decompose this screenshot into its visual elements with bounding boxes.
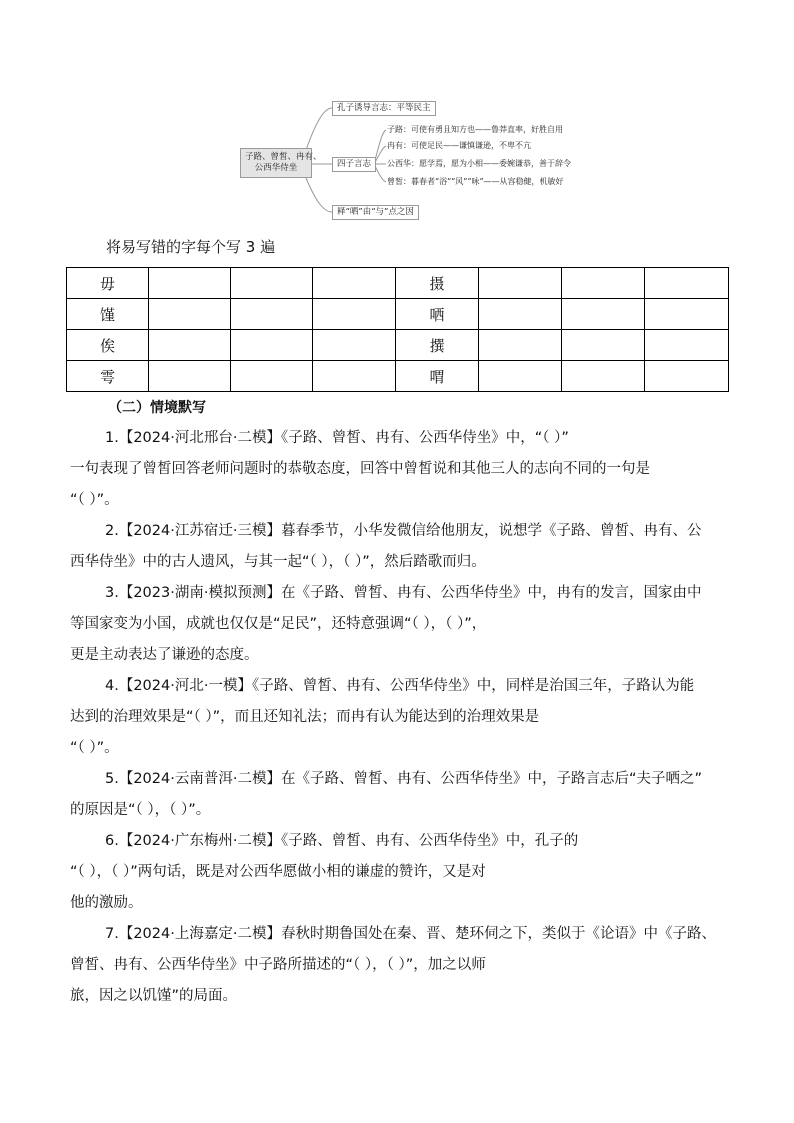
mind-map-top-branch: 孔子诱导言志：平等民主 [332, 101, 436, 116]
practice-cell[interactable] [479, 330, 562, 361]
practice-cell[interactable] [313, 361, 396, 392]
mind-map-sub-item: 曾皙：暮春者“浴”“风”“咏”——从容稳健，机敏好 [387, 177, 564, 186]
practice-cell[interactable] [149, 299, 231, 330]
mind-map-mid-branch: 四子言志 [332, 157, 376, 172]
practice-cell[interactable] [562, 330, 645, 361]
practice-cell[interactable] [313, 330, 396, 361]
question-4 [70, 671, 730, 764]
character-cell: 喟 [396, 361, 479, 392]
practice-cell[interactable] [231, 299, 313, 330]
question-line: 6.【2024·广东梅州·二模】《子路、曾皙、冉有、公西华侍坐》中，孔子的 [105, 833, 579, 849]
character-cell: 哂 [396, 299, 479, 330]
question-line: 他的激励。 [70, 895, 143, 911]
table-row [67, 268, 729, 299]
character-practice-table [66, 267, 729, 392]
practice-cell[interactable] [645, 330, 729, 361]
mind-map-root [240, 148, 322, 178]
practice-cell[interactable] [479, 268, 562, 299]
question-line: 旅，因之以饥馑”的局面。 [70, 988, 238, 1004]
character-cell: 摄 [396, 268, 479, 299]
character-cell: 撰 [396, 330, 479, 361]
practice-cell[interactable] [231, 330, 313, 361]
practice-cell[interactable] [562, 268, 645, 299]
practice-cell[interactable] [231, 361, 313, 392]
question-line: “（ ）”。 [70, 492, 119, 508]
question-3 [70, 578, 730, 671]
question-2 [70, 516, 730, 578]
mind-map-sub-item: 冉有：可使足民——谦慎谦逊，不卑不亢 [387, 141, 531, 150]
practice-cell[interactable] [479, 299, 562, 330]
question-line: 西华侍坐》中的古人遗风，与其一起“（ ），（ ）”，然后踏歌而归。 [70, 554, 486, 570]
practice-cell[interactable] [313, 299, 396, 330]
question-line: 7.【2024·上海嘉定·二模】春秋时期鲁国处在秦、晋、楚环伺之下，类似于《论语》中《子路、 [105, 926, 716, 942]
question-7 [70, 919, 730, 1012]
question-line: 一句表现了曾皙回答老师问题时的恭敬态度，回答中曾皙说和其他三人的志向不同的一句是 [70, 461, 650, 477]
practice-cell[interactable] [231, 268, 313, 299]
question-1 [70, 423, 730, 516]
question-line: “（ ）”。 [70, 740, 119, 756]
mind-map-root-line-1: 子路、曾皙、冉有、 [245, 152, 322, 162]
question-line: 2.【2024·江苏宿迁·三模】暮春季节，小华发微信给他朋友，说想学《子路、曾皙、冉有、公 [105, 523, 702, 539]
practice-cell[interactable] [149, 268, 231, 299]
table-row [67, 330, 729, 361]
character-cell: 俟 [67, 330, 149, 361]
mind-map-diagram [236, 92, 598, 226]
practice-cell[interactable] [562, 361, 645, 392]
practice-cell[interactable] [479, 361, 562, 392]
question-line: 曾皙、冉有、公西华侍坐》中子路所描述的“（ ），（ ）”，加之以师 [70, 957, 486, 973]
practice-cell[interactable] [313, 268, 396, 299]
question-5 [70, 764, 730, 826]
mind-map-root-line-2: 公西华侍坐 [254, 163, 298, 173]
mind-map-bottom-branch: 释“哂”由“与”点之因 [332, 205, 419, 220]
question-line: 达到的治理效果是“（ ）”，而且还知礼法；而冉有认为能达到的治理效果是 [70, 709, 540, 725]
section-title: （二）情境默写 [108, 400, 206, 416]
character-cell: 馑 [67, 299, 149, 330]
character-cell: 毋 [67, 268, 149, 299]
practice-cell[interactable] [149, 330, 231, 361]
mind-map-sub-item: 公西华：愿学焉，愿为小相——委婉谦恭，善于辞令 [387, 159, 571, 168]
question-line: 更是主动表达了谦逊的态度。 [70, 647, 259, 663]
practice-cell[interactable] [645, 299, 729, 330]
instruction-text: 将易写错的字每个写 3 遍 [106, 238, 276, 256]
question-line: “（ ），（ ）”两句话，既是对公西华愿做小相的谦虚的赞许，又是对 [70, 864, 486, 880]
practice-cell[interactable] [645, 361, 729, 392]
question-line: 3.【2023·湖南·模拟预测】在《子路、曾皙、冉有、公西华侍坐》中，冉有的发言，国家由中 [105, 585, 702, 601]
question-line: 的原因是“（ ），（ ）”。 [70, 802, 211, 818]
question-line: 等国家变为小国，成就也仅仅是“足民”，还特意强调“（ ），（ ）”， [70, 616, 487, 632]
question-line: 4.【2024·河北·一模】《子路、曾皙、冉有、公西华侍坐》中，同样是治国三年，子路认为能 [105, 678, 695, 694]
practice-cell[interactable] [645, 268, 729, 299]
character-cell: 雩 [67, 361, 149, 392]
question-line: 5.【2024·云南普洱·二模】在《子路、曾皙、冉有、公西华侍坐》中，子路言志后“夫子哂之” [105, 771, 702, 787]
practice-cell[interactable] [562, 299, 645, 330]
table-row [67, 299, 729, 330]
practice-cell[interactable] [149, 361, 231, 392]
question-6 [70, 826, 730, 919]
mind-map-sub-item: 子路：可使有勇且知方也——鲁莽直率，好胜自用 [387, 125, 563, 134]
table-row [67, 361, 729, 392]
question-line: 1.【2024·河北邢台·二模】《子路、曾皙、冉有、公西华侍坐》中，“（ ）” [105, 430, 569, 446]
